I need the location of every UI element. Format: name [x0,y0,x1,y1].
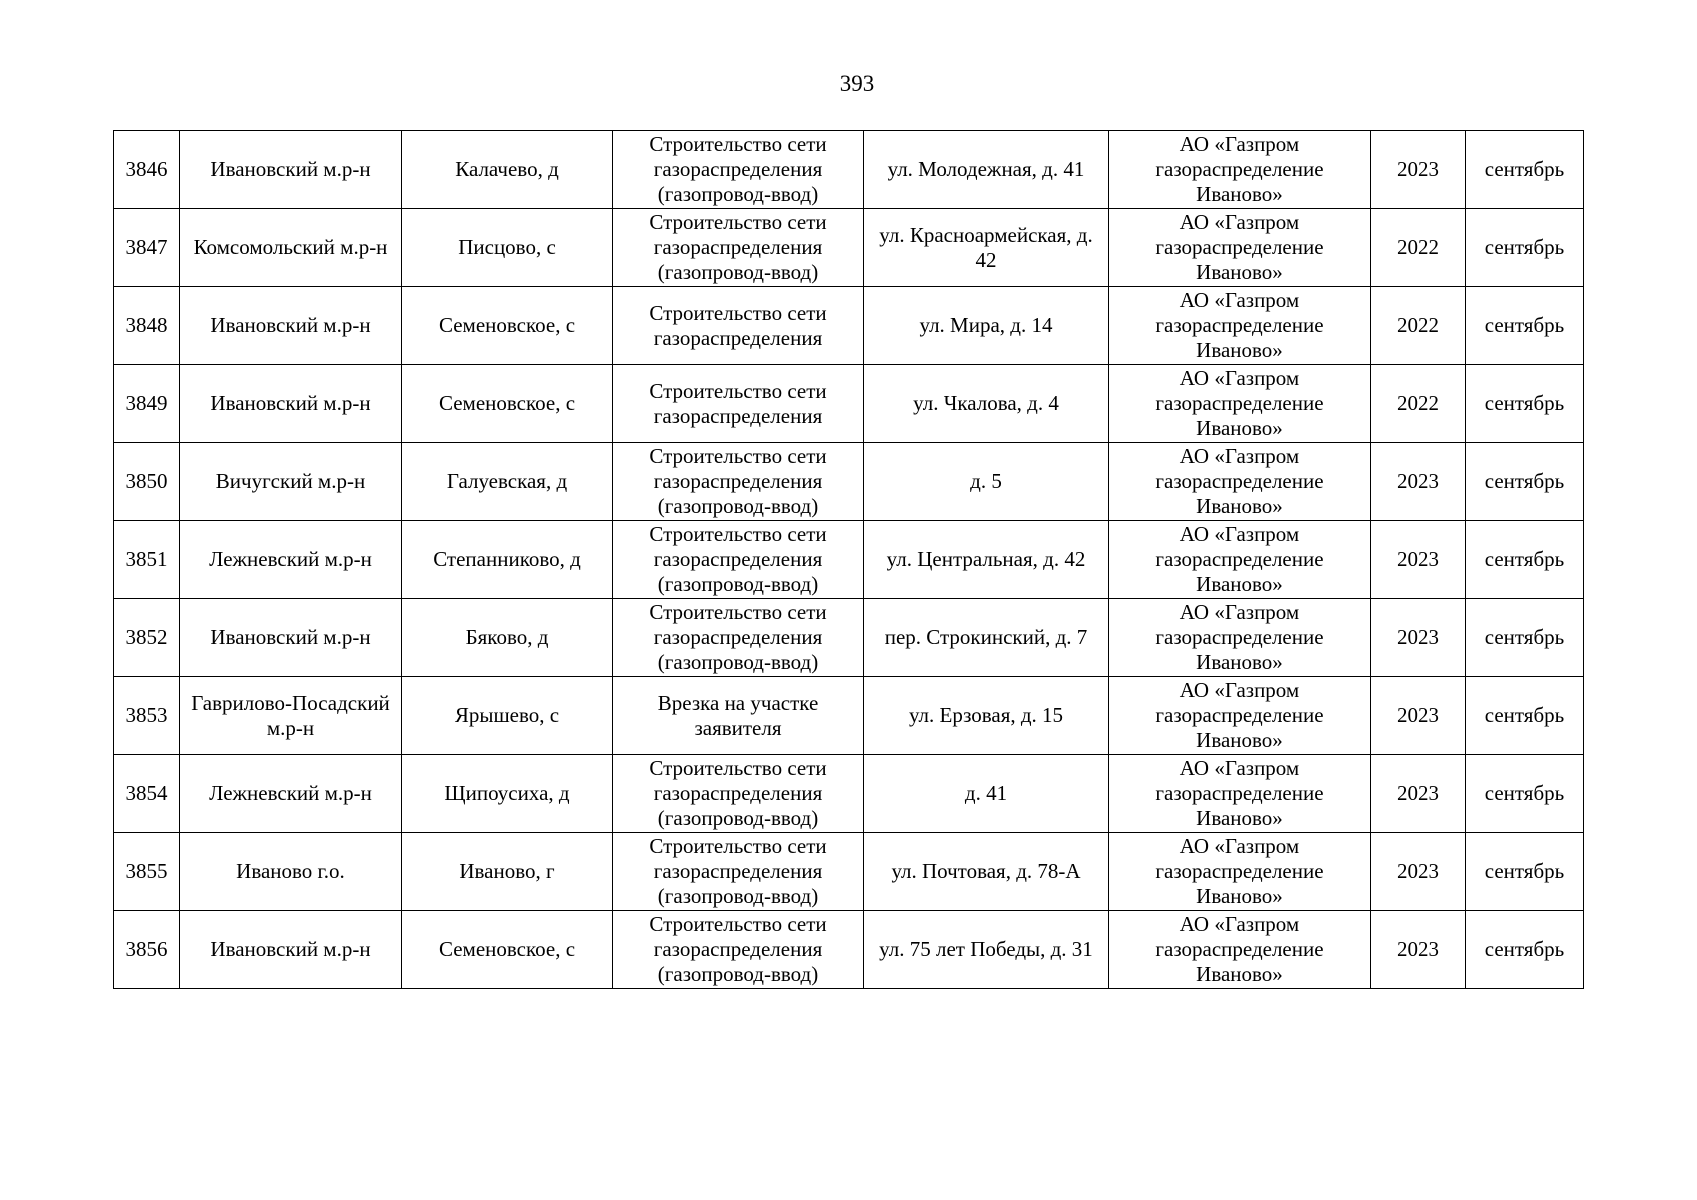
cell-work-type: Строительство сети газораспределения (газопровод-ввод) [613,131,864,209]
cell-settlement: Щипоусиха, д [402,755,613,833]
cell-address: пер. Строкинский, д. 7 [864,599,1109,677]
cell-number: 3849 [114,365,180,443]
cell-district: Ивановский м.р-н [180,911,402,989]
cell-district: Ивановский м.р-н [180,131,402,209]
cell-company: АО «Газпром газораспределение Иваново» [1109,911,1371,989]
cell-address: ул. 75 лет Победы, д. 31 [864,911,1109,989]
cell-month: сентябрь [1466,677,1584,755]
gas-connection-table [113,130,1584,989]
cell-work-type: Строительство сети газораспределения [613,287,864,365]
cell-settlement: Степанниково, д [402,521,613,599]
table-row [114,677,1584,755]
cell-address: ул. Чкалова, д. 4 [864,365,1109,443]
table-row [114,287,1584,365]
cell-company: АО «Газпром газораспределение Иваново» [1109,599,1371,677]
cell-number: 3853 [114,677,180,755]
cell-month: сентябрь [1466,599,1584,677]
table-row [114,521,1584,599]
cell-number: 3848 [114,287,180,365]
table-row [114,911,1584,989]
cell-year: 2023 [1371,131,1466,209]
cell-settlement: Галуевская, д [402,443,613,521]
cell-number: 3850 [114,443,180,521]
cell-settlement: Ярышево, с [402,677,613,755]
cell-address: ул. Красноармейская, д. 42 [864,209,1109,287]
cell-year: 2023 [1371,833,1466,911]
cell-district: Комсомольский м.р-н [180,209,402,287]
cell-work-type: Строительство сети газораспределения (газопровод-ввод) [613,443,864,521]
cell-year: 2022 [1371,287,1466,365]
cell-work-type: Строительство сети газораспределения (газопровод-ввод) [613,833,864,911]
cell-address: ул. Молодежная, д. 41 [864,131,1109,209]
cell-address: ул. Почтовая, д. 78-А [864,833,1109,911]
cell-district: Лежневский м.р-н [180,755,402,833]
cell-district: Вичугский м.р-н [180,443,402,521]
cell-company: АО «Газпром газораспределение Иваново» [1109,287,1371,365]
cell-company: АО «Газпром газораспределение Иваново» [1109,521,1371,599]
cell-number: 3846 [114,131,180,209]
cell-work-type: Строительство сети газораспределения (газопровод-ввод) [613,911,864,989]
cell-address: ул. Мира, д. 14 [864,287,1109,365]
cell-number: 3851 [114,521,180,599]
cell-month: сентябрь [1466,443,1584,521]
cell-company: АО «Газпром газораспределение Иваново» [1109,131,1371,209]
cell-year: 2023 [1371,521,1466,599]
table-row [114,599,1584,677]
cell-district: Гаврилово-Посадский м.р-н [180,677,402,755]
cell-month: сентябрь [1466,131,1584,209]
cell-address: д. 5 [864,443,1109,521]
table-row [114,131,1584,209]
cell-year: 2023 [1371,911,1466,989]
cell-number: 3855 [114,833,180,911]
cell-settlement: Семеновское, с [402,287,613,365]
cell-work-type: Строительство сети газораспределения (газопровод-ввод) [613,209,864,287]
table-row [114,755,1584,833]
cell-address: д. 41 [864,755,1109,833]
cell-company: АО «Газпром газораспределение Иваново» [1109,677,1371,755]
cell-number: 3852 [114,599,180,677]
cell-month: сентябрь [1466,911,1584,989]
cell-work-type: Строительство сети газораспределения (газопровод-ввод) [613,521,864,599]
cell-number: 3847 [114,209,180,287]
cell-month: сентябрь [1466,833,1584,911]
cell-year: 2022 [1371,209,1466,287]
cell-settlement: Бяково, д [402,599,613,677]
cell-settlement: Калачево, д [402,131,613,209]
cell-company: АО «Газпром газораспределение Иваново» [1109,443,1371,521]
cell-year: 2023 [1371,443,1466,521]
cell-month: сентябрь [1466,521,1584,599]
cell-district: Иваново г.о. [180,833,402,911]
cell-district: Ивановский м.р-н [180,287,402,365]
cell-settlement: Иваново, г [402,833,613,911]
cell-month: сентябрь [1466,209,1584,287]
cell-district: Ивановский м.р-н [180,365,402,443]
cell-district: Ивановский м.р-н [180,599,402,677]
table-body [114,131,1584,989]
table-row [114,443,1584,521]
cell-work-type: Строительство сети газораспределения (газопровод-ввод) [613,599,864,677]
cell-company: АО «Газпром газораспределение Иваново» [1109,365,1371,443]
cell-settlement: Семеновское, с [402,911,613,989]
cell-month: сентябрь [1466,365,1584,443]
cell-district: Лежневский м.р-н [180,521,402,599]
cell-month: сентябрь [1466,287,1584,365]
cell-work-type: Строительство сети газораспределения (газопровод-ввод) [613,755,864,833]
page-number: 393 [839,71,875,96]
cell-address: ул. Ерзовая, д. 15 [864,677,1109,755]
cell-year: 2023 [1371,755,1466,833]
cell-company: АО «Газпром газораспределение Иваново» [1109,755,1371,833]
cell-year: 2023 [1371,599,1466,677]
cell-number: 3856 [114,911,180,989]
cell-number: 3854 [114,755,180,833]
cell-month: сентябрь [1466,755,1584,833]
cell-company: АО «Газпром газораспределение Иваново» [1109,209,1371,287]
cell-company: АО «Газпром газораспределение Иваново» [1109,833,1371,911]
cell-year: 2022 [1371,365,1466,443]
cell-year: 2023 [1371,677,1466,755]
cell-work-type: Строительство сети газораспределения [613,365,864,443]
table-row [114,365,1584,443]
cell-work-type: Врезка на участке заявителя [613,677,864,755]
cell-address: ул. Центральная, д. 42 [864,521,1109,599]
table-row [114,833,1584,911]
cell-settlement: Семеновское, с [402,365,613,443]
table-row [114,209,1584,287]
cell-settlement: Писцово, с [402,209,613,287]
